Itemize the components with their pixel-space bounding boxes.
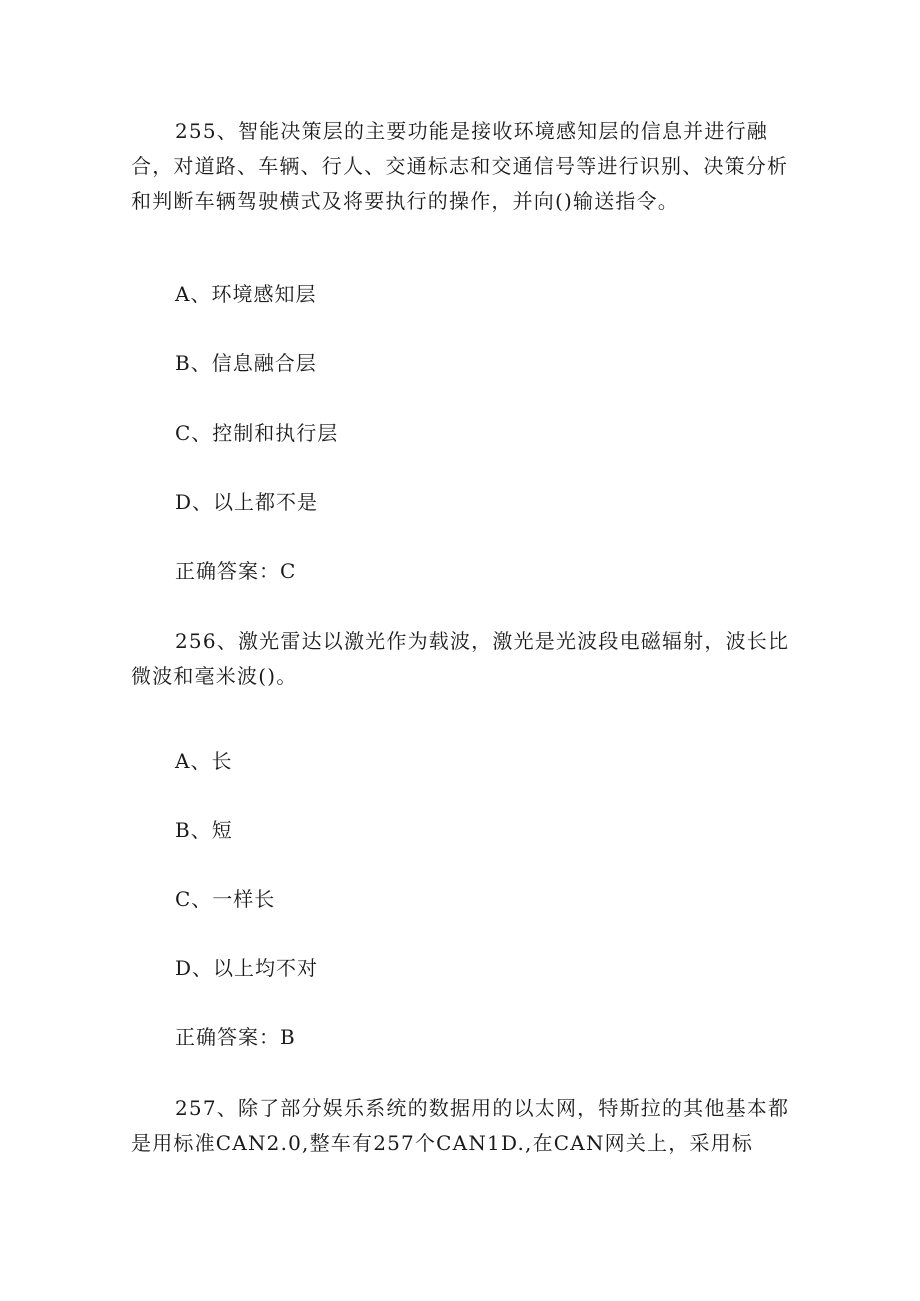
question-257-stem: 257、除了部分娱乐系统的数据用的以太网，特斯拉的其他基本都是用标准CAN2.0,整车有257个CAN1D.,在CAN网关上，采用标 bbox=[131, 1096, 790, 1155]
question-256-answer: 正确答案：B bbox=[175, 1025, 296, 1049]
question-256-option-a: A、长 bbox=[175, 749, 233, 773]
question-255-option-d: D、以上都不是 bbox=[175, 490, 319, 514]
question-256-stem: 256、激光雷达以激光作为载波，激光是光波段电磁辐射，波长比微波和毫米波()。 bbox=[131, 629, 790, 688]
question-256-option-c: C、一样长 bbox=[175, 887, 276, 911]
question-255-option-b: B、信息融合层 bbox=[175, 351, 317, 375]
question-255-option-c: C、控制和执行层 bbox=[175, 421, 339, 445]
question-256-option-d: D、以上均不对 bbox=[175, 956, 319, 980]
question-256-option-b: B、短 bbox=[175, 818, 233, 842]
question-255-answer: 正确答案：C bbox=[175, 559, 297, 583]
question-255-option-a: A、环境感知层 bbox=[175, 282, 317, 306]
question-255-stem: 255、智能决策层的主要功能是接收环境感知层的信息并进行融合，对道路、车辆、行人、交通标志和交通信号等进行识别、决策分析和判断车辆驾驶横式及将要执行的操作，并向()输送指令。 bbox=[131, 119, 789, 213]
